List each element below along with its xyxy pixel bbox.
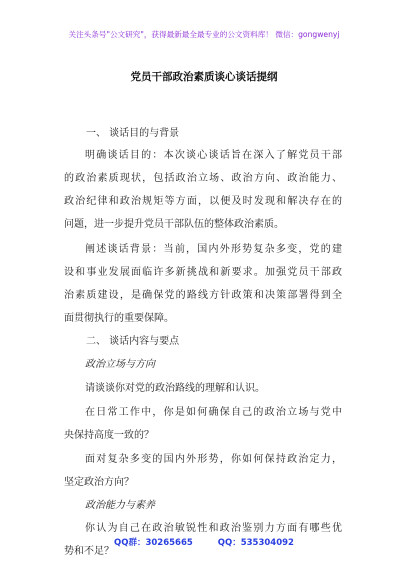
- question-line: 面对复杂多变的国内外形势，你如何保持政治定力，: [85, 454, 342, 465]
- paragraph-line: 阐述谈话背景：当前，国内外形势复杂多变，党的建: [85, 244, 342, 255]
- page-header-banner: 关注头条号"公文研究"，获得最新最全最专业的公文资料库！ 微信：gongwenyj: [68, 30, 340, 39]
- section-heading-1: 一、 谈话目的与背景: [86, 128, 180, 139]
- paragraph-line: 面贯彻执行的重要保障。: [64, 313, 174, 324]
- section-heading-2: 二、 谈话内容与要点: [86, 336, 180, 347]
- qq-number: QQ：535304092: [217, 538, 294, 548]
- paragraph-line: 治素质建设，是确保党的路线方针政策和决策部署得到全: [64, 290, 342, 301]
- question-line: 请谈谈你对党的政治路线的理解和认识。: [85, 383, 265, 394]
- paragraph-line: 问题，进一步提升党员干部队伍的整体政治素质。: [64, 219, 284, 230]
- subheading-political-stance: 政治立场与方向: [85, 359, 155, 370]
- question-line: 在日常工作中，你是如何确保自己的政治立场与党中: [85, 407, 342, 418]
- paragraph-line: 明确谈话目的：本次谈心谈话旨在深入了解党员干部: [85, 150, 342, 161]
- paragraph-line: 的政治素质现状，包括政治立场、政治方向、政治能力、: [64, 173, 342, 184]
- question-line: 央保持高度一致的？: [64, 430, 154, 441]
- subheading-political-ability: 政治能力与素养: [85, 500, 155, 511]
- question-line: 势和不足？: [64, 546, 114, 557]
- paragraph-line: 设和事业发展面临许多新挑战和新要求。加强党员干部政: [64, 267, 342, 278]
- page-title: 党员干部政治素质谈心谈话提纲: [130, 71, 278, 83]
- page-footer: [0, 536, 408, 548]
- question-line: 你认为自己在政治敏锐性和政治鉴别力方面有哪些优: [85, 523, 342, 534]
- question-line: 坚定政治方向？: [64, 477, 134, 488]
- paragraph-line: 政治纪律和政治规矩等方面，以便及时发现和解决存在的: [64, 196, 342, 207]
- qq-group-number: QQ群：30265665: [114, 538, 193, 548]
